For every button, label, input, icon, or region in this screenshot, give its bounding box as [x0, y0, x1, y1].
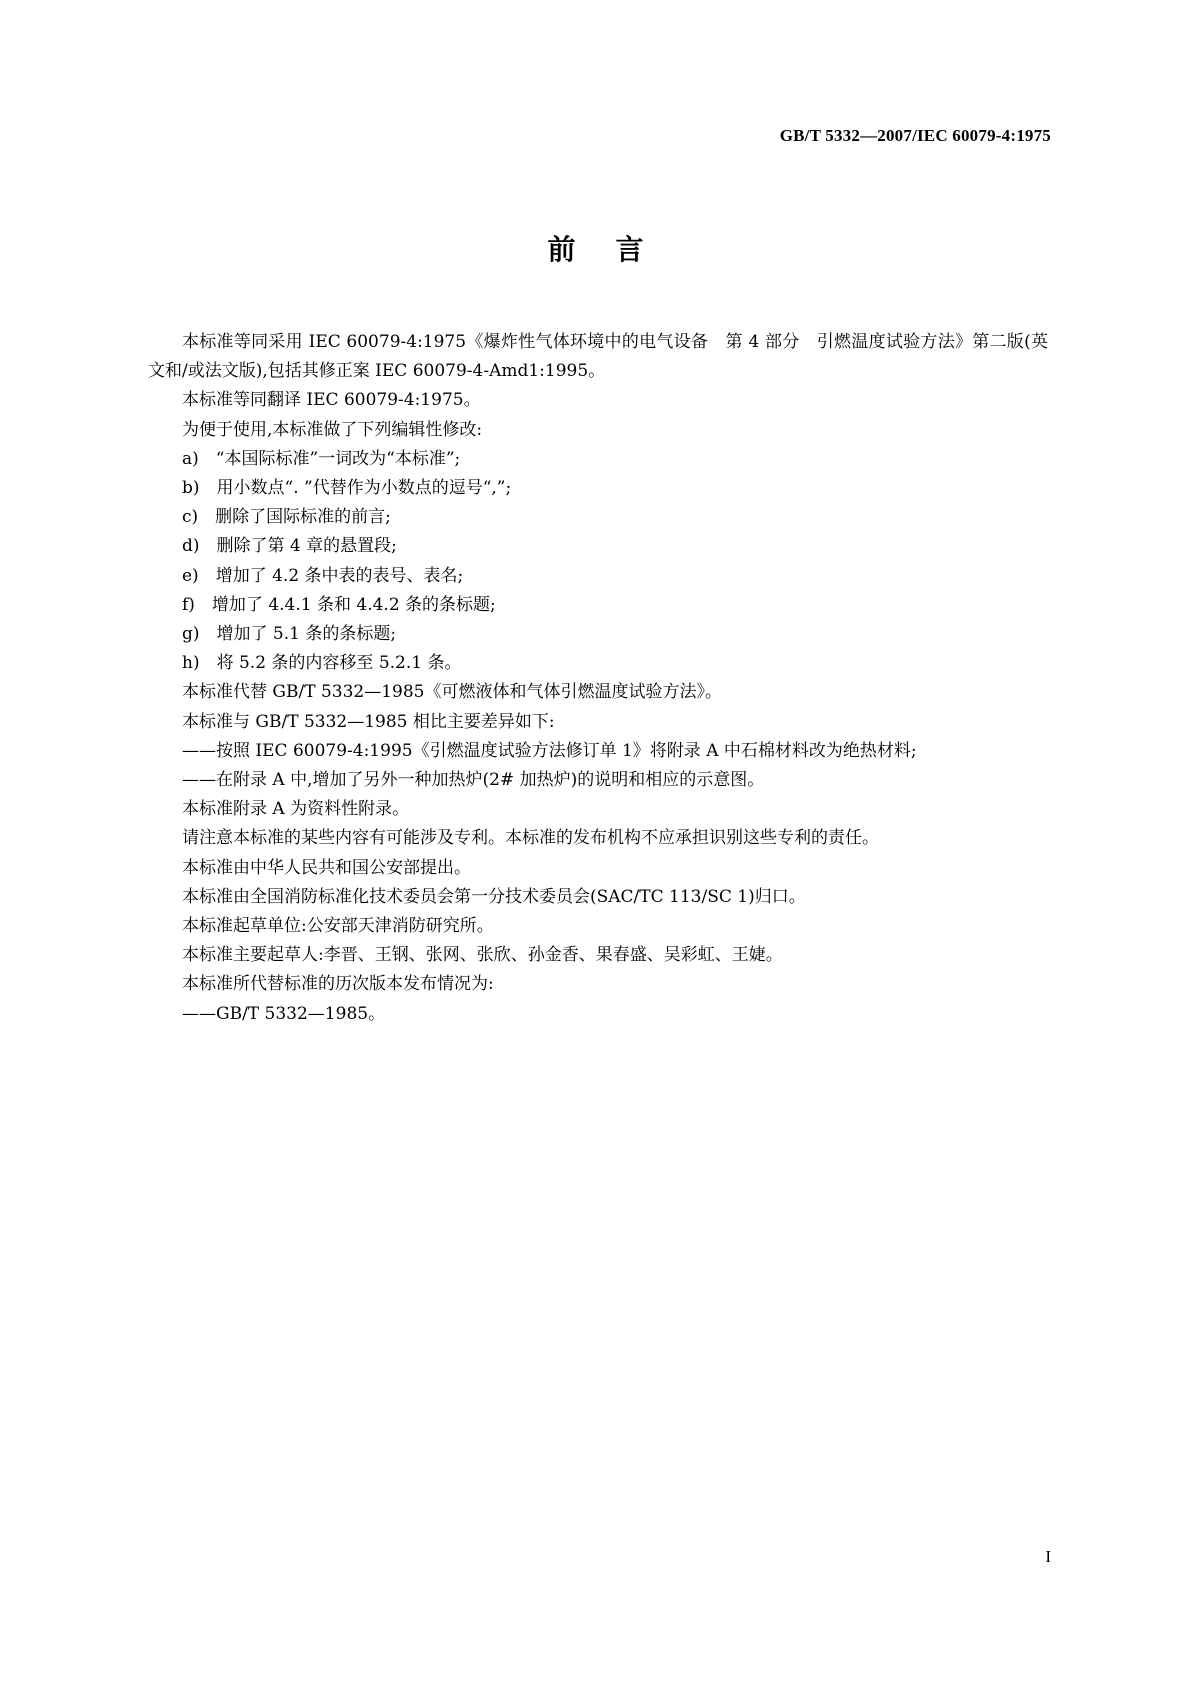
list-item: d) 删除了第 4 章的悬置段;	[182, 536, 397, 557]
paragraph-adoption: 本标准等同采用 IEC 60079-4:1975《爆炸性气体环境中的电气设备 第 4 部分 引燃温度试验方法》第二版(英文和/或法文版),包括其修正案 IEC 60079-4-Amd1:1995。	[148, 332, 1048, 382]
list-item: b) 用小数点“. ”代替作为小数点的逗号“,”;	[182, 478, 512, 499]
standard-number-header: GB/T 5332—2007/IEC 60079-4:1975	[779, 126, 1051, 145]
dash-item-furnace: ——在附录 A 中,增加了另外一种加热炉(2# 加热炉)的说明和相应的示意图。	[182, 770, 765, 791]
list-item: h) 将 5.2 条的内容移至 5.2.1 条。	[182, 653, 462, 674]
list-item: f) 增加了 4.4.1 条和 4.4.2 条的条标题;	[182, 594, 496, 615]
list-item: a) “本国际标准”一词改为“本标准”;	[182, 448, 461, 469]
paragraph-managed-by: 本标准由全国消防标准化技术委员会第一分技术委员会(SAC/TC 113/SC 1)归口。	[182, 886, 806, 907]
paragraph-editorial-intro: 为便于使用,本标准做了下列编辑性修改:	[182, 419, 483, 440]
paragraph-replaces: 本标准代替 GB/T 5332—1985《可燃液体和气体引燃温度试验方法》。	[182, 682, 722, 703]
list-item: c) 删除了国际标准的前言;	[182, 507, 391, 528]
paragraph-proposed-by: 本标准由中华人民共和国公安部提出。	[182, 857, 471, 878]
dash-item-asbestos: ——按照 IEC 60079-4:1995《引燃温度试验方法修订单 1》将附录 A 中石棉材料改为绝热材料;	[182, 740, 917, 761]
paragraph-differences-intro: 本标准与 GB/T 5332—1985 相比主要差异如下:	[182, 711, 555, 732]
page-number: I	[1045, 1547, 1051, 1566]
paragraph-drafters: 本标准主要起草人:李晋、王钢、张网、张欣、孙金香、果春盛、吴彩虹、王婕。	[182, 945, 783, 966]
paragraph-annex: 本标准附录 A 为资料性附录。	[182, 799, 410, 820]
list-item: e) 增加了 4.2 条中表的表号、表名;	[182, 565, 464, 586]
paragraph-patent-notice: 请注意本标准的某些内容有可能涉及专利。本标准的发布机构不应承担识别这些专利的责任。	[182, 828, 879, 849]
foreword-body	[148, 328, 1048, 1029]
paragraph-drafting-unit: 本标准起草单位:公安部天津消防研究所。	[182, 916, 494, 937]
paragraph-previous-editions: 本标准所代替标准的历次版本发布情况为:	[182, 974, 494, 995]
dash-item-previous-edition: ——GB/T 5332—1985。	[182, 1003, 386, 1024]
list-item: g) 增加了 5.1 条的条标题;	[182, 624, 397, 645]
page-title: 前言	[547, 233, 684, 266]
paragraph-translation: 本标准等同翻译 IEC 60079-4:1975。	[182, 390, 481, 411]
